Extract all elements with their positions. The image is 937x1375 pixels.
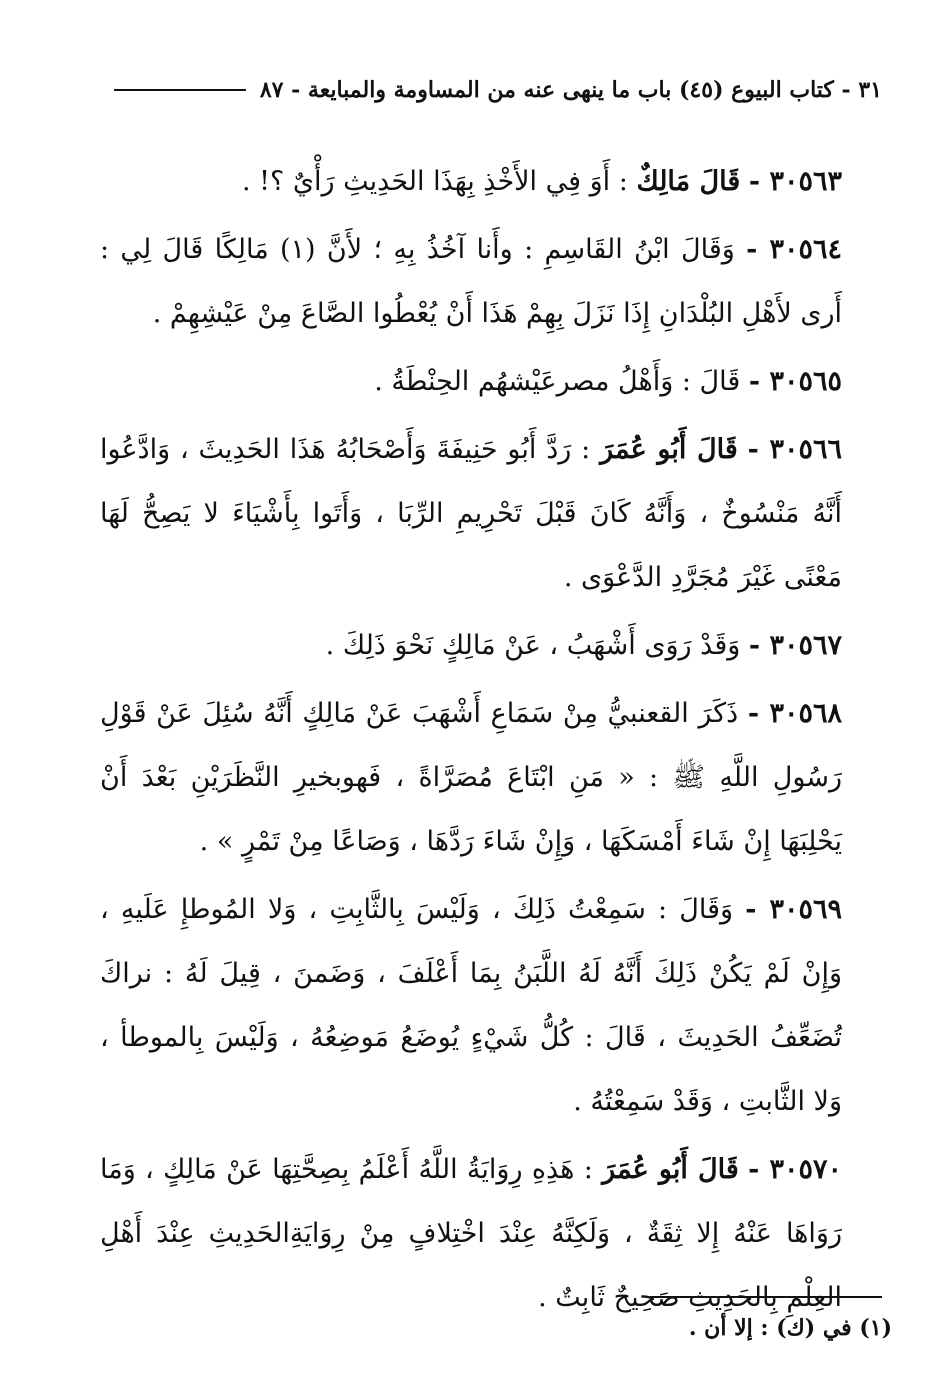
paragraph-30563 — [100, 150, 842, 214]
paragraph-number: ٣٠٥٦٧ - — [748, 630, 842, 661]
paragraph-lead: ذَكَرَ القعنبيُّ — [607, 698, 739, 729]
paragraph-30564 — [100, 218, 842, 346]
paragraph-number: ٣٠٥٦٤ - — [746, 234, 842, 265]
main-text — [100, 150, 842, 1334]
paragraph-number: ٣٠٥٧٠ - — [748, 1154, 843, 1185]
footnote-divider — [650, 1296, 882, 1298]
paragraph-text: : رَدَّ أَبُو حَنِيفَةَ وَأَصْحَابُهُ هَذَا الحَدِيثَ ، وَادَّعُوا أَنَّهُ مَنْسُوخٌ ، وَأَنَّهُ كَانَ قَبْلَ تَحْرِيمِ الرِّبَا ، وَأَتَوا بِأَشْيَاءَ لا يَصِحُّ لَهَا مَعْنًى غَيْرَ مُجَرَّدِ الدَّعْوَى . — [100, 434, 842, 593]
paragraph-number: ٣٠٥٦٨ - — [747, 698, 842, 729]
paragraph-number: ٣٠٥٦٦ - — [747, 434, 843, 465]
running-header — [100, 72, 882, 108]
paragraph-lead: وَقَالَ — [679, 894, 734, 925]
paragraph-lead: قَالَ مَالِكٌ — [636, 166, 741, 197]
paragraph-text: : سَمِعْتُ ذَلِكَ ، وَلَيْسَ بِالثَّابِتِ ، وَلا المُوطإِ عَلَيهِ ، وَإِنْ لَمْ يَكُنْ ذَلِكَ أَنَّهُ لَهُ اللَّبَنُ بِمَا أَعْلَفَ ، وَضَمنَ ، قِيلَ لَهُ : نراكَ تُضَعِّفُ الحَدِيثَ ، قَالَ : كُلُّ شَيْءٍ يُوضَعُ مَوضِعُهُ ، وَلَيْسَ بِالموطأ ، وَلا الثَّابتِ ، وَقَدْ سَمِعْتُهُ . — [100, 894, 842, 1117]
paragraph-30565 — [100, 350, 842, 414]
paragraph-text: : هَذِهِ رِوَايَةُ اللَّهُ أَعْلَمُ بِصِحَّتِهَا عَنْ مَالِكٍ ، وَمَا رَوَاهَا عَنْهُ إِلا ثِقَةٌ ، وَلَكِنَّهُ عِنْدَ اخْتِلافٍ مِنْ رِوَايَةِالحَدِيثِ عِنْدَ أَهْلِ العِلْمِ بِالحَدِيثِ صَحِيحٌ ثَابِتٌ . — [100, 1154, 842, 1313]
paragraph-lead: قَالَ أَبُو عُمَرَ — [602, 1154, 739, 1185]
paragraph-30568 — [100, 682, 842, 874]
footnote: (١) في (ك) : إلا أن . — [688, 1315, 892, 1341]
paragraph-number: ٣٠٥٦٥ - — [748, 366, 842, 397]
paragraph-text: : أَوَ فِي الأَخْذِ بِهَذَا الحَدِيثِ رَأْيٌ ؟! . — [241, 166, 628, 197]
paragraph-30566 — [100, 418, 842, 610]
paragraph-text: مِنْ سَمَاعِ أَشْهَبَ عَنْ مَالِكٍ أَنَّهُ سُئِلَ عَنْ قَوْلِ رَسُولِ اللَّهِ ﷺ : « مَنِ ابْتَاعَ مُصَرَّاةً ، فَهوبخيرِ النَّظَرَيْنِ بَعْدَ أَنْ يَحْلِبَهَا إِنْ شَاءَ أَمْسَكَهَا ، وَإِنْ شَاءَ رَدَّهَا ، وَصَاعًا مِنْ تَمْرٍ » . — [100, 698, 842, 857]
paragraph-30569 — [100, 878, 842, 1134]
paragraph-text: : وَأَهْلُ مصرعَيْشهُم الحِنْطَةُ . — [374, 366, 691, 397]
header-title: ٣١ - كتاب البيوع (٤٥) باب ما ينهى عنه من المساومة والمبايعة - ٨٧ — [259, 77, 882, 103]
paragraph-text: : وأَنا آخُذُ بِهِ ؛ لأَنَّ (١) مَالِكًا قَالَ لِي : أَرى لأَهْلِ البُلْدَانِ إِذَا نَزَلَ بِهِمْ هَذَا أَنْ يُعْطُوا الصَّاعَ مِنْ عَيْشِهِمْ . — [100, 234, 842, 329]
paragraph-number: ٣٠٥٦٩ - — [745, 894, 842, 925]
paragraph-lead: وَقَدْ رَوَى أَشْهَبُ — [566, 630, 741, 661]
paragraph-30567 — [100, 614, 842, 678]
header-rule — [114, 89, 246, 91]
paragraph-lead: وَقَالَ ابْنُ القَاسِمِ — [544, 234, 735, 265]
paragraph-number: ٣٠٥٦٣ - — [748, 166, 842, 197]
paragraph-lead: قَالَ — [699, 366, 741, 397]
paragraph-30570 — [100, 1138, 842, 1330]
paragraph-text: ، عَنْ مَالِكٍ نَحْوَ ذَلِكَ . — [325, 630, 559, 661]
paragraph-lead: قَالَ أَبُو عُمَرَ — [600, 434, 738, 465]
